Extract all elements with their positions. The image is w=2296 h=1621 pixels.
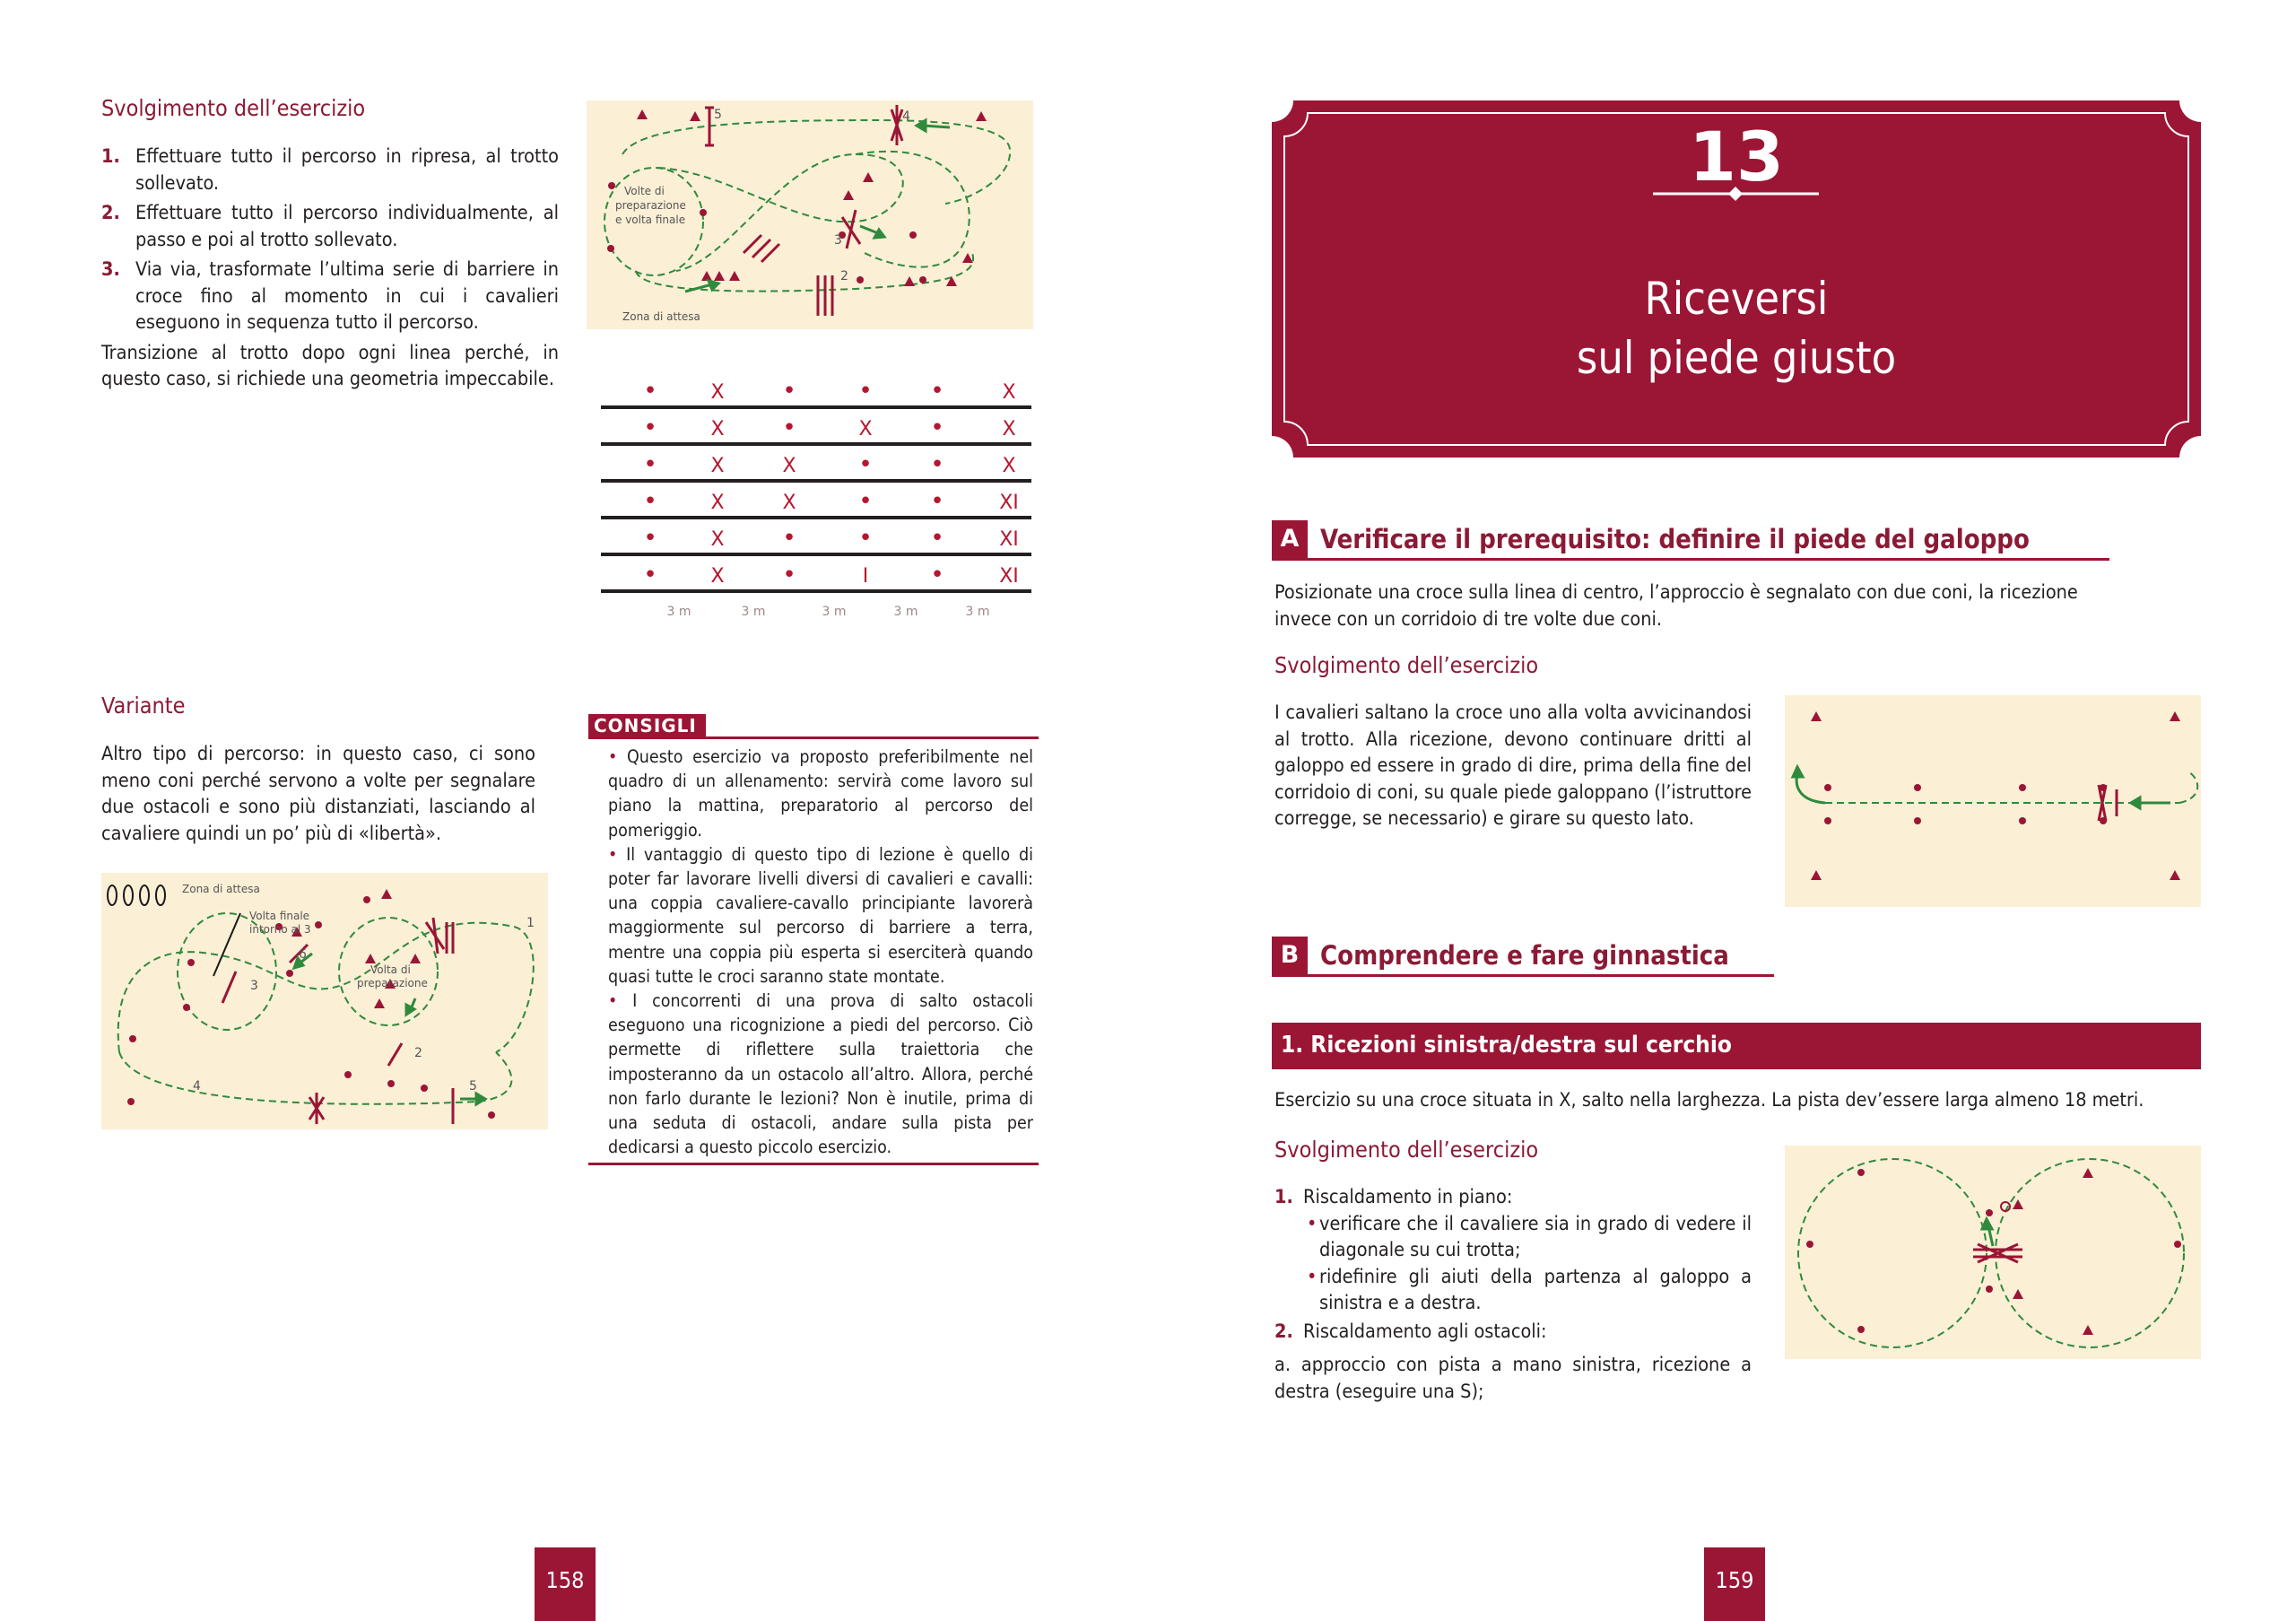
grid-cell: X	[858, 418, 873, 440]
grid-cell: XI	[999, 528, 1019, 551]
grid-cell: X	[710, 492, 725, 514]
jump-number: 3	[834, 233, 842, 248]
step-bullets	[1303, 1211, 1752, 1317]
chapter-title-line1: Riceversi	[1644, 273, 1829, 325]
grid-cell: •	[930, 378, 944, 405]
section-b-heading	[1272, 937, 1774, 976]
grid-cell: •	[858, 525, 873, 552]
grid-spacing-label: 3 m	[741, 605, 766, 619]
grid-spacing-label: 3 m	[666, 605, 691, 619]
section-a-title: Verificare il prerequisito: definire il piede del galoppo	[1320, 524, 2030, 554]
section-b-letter: B	[1272, 937, 1308, 974]
grid-cell: X	[1002, 455, 1016, 477]
jump-number: 5	[469, 1079, 477, 1094]
section-a-text: I cavalieri saltano la croce uno alla volta avvicinandosi al trotto. Alla ricezione, devono continuare dritti al galoppo ed essere in grado di dire, prima della fine del corridoio di coni, su quale piede galoppano (l’istruttore corregge, se necessario) e girare su questo lato.	[1274, 702, 1752, 830]
section-a-letter: A	[1272, 520, 1308, 558]
jump-number: 6	[299, 947, 307, 962]
bullet-item: • verificare che il cavaliere sia in grado di vedere il diagonale su cui trotta;	[1303, 1211, 1752, 1264]
grid-cell: I	[862, 565, 869, 588]
grid-cell: •	[930, 562, 944, 588]
grid-cell: •	[858, 488, 873, 515]
consigli-list	[604, 745, 1033, 1159]
section-a-subheading: Svolgimento dell’esercizio	[1274, 652, 1539, 678]
grid-cell: •	[930, 451, 944, 478]
section-b-subheading: Svolgimento dell’esercizio	[1274, 1137, 1539, 1163]
consigli-rule-bottom	[588, 1163, 1039, 1165]
grid-cell: X	[710, 418, 725, 440]
step-item: 1. Effettuare tutto il percorso in ripresa, al trotto sollevato.	[101, 145, 559, 195]
section-a-intro: Posizionate una croce sulla linea di centro, l’approccio è segnalato con due coni, la ricezione invece con un corridoio di tre volte due coni.	[1274, 581, 2078, 631]
left-section-heading: Svolgimento dell’esercizio	[101, 95, 366, 121]
barrier-grid-svg	[596, 377, 1036, 619]
grid-rule	[601, 442, 1031, 446]
section-a-heading	[1272, 520, 2109, 560]
grid-cell: X	[1002, 381, 1016, 404]
grid-rule	[601, 553, 1031, 556]
grid-cell: •	[782, 378, 796, 405]
step-item: 3. Via via, trasformate l’ultima serie di barriere in croce fino al momento in cui i cavalieri eseguono in sequenza tutto il percorso.	[101, 258, 559, 334]
consigli-rule-top	[588, 736, 1039, 739]
course-diagram-1	[587, 100, 1033, 329]
diagram-label: e volta finale	[615, 214, 686, 226]
diagram-label: Volta di	[370, 963, 411, 976]
consigli-box	[588, 714, 1039, 1170]
jump-number: 4	[193, 1079, 201, 1094]
grid-cell: •	[858, 451, 873, 478]
left-steps	[101, 144, 559, 393]
step-item: 1. Riscaldamento in piano:	[1274, 1186, 1513, 1208]
grid-cell: X	[710, 455, 725, 477]
section-b-bar-title: 1. Ricezioni sinistra/destra sul cerchio	[1281, 1032, 1732, 1059]
diagram-label: intorno al 3	[249, 923, 311, 936]
diagram-label: Volte di	[624, 185, 665, 197]
jump-number: 2	[840, 269, 848, 283]
step-item: 2. Riscaldamento agli ostacoli:	[1274, 1320, 1547, 1343]
grid-cell: •	[643, 378, 657, 405]
section-b-bar	[1272, 1023, 2201, 1069]
grid-cell: X	[1002, 418, 1016, 440]
grid-cell: X	[782, 492, 796, 514]
jump-number: 4	[902, 109, 910, 124]
consigli-item: • I concorrenti di una prova di salto ostacoli eseguono una ricognizione a piedi del percorso. Ciò permette di riflettere sulla traiettoria che imposteranno da un ostacolo all’altro. Allora, perché non farlo durante le lezioni? Non è inutile, prima di una seduta di ostacoli, andare sulla pista per dedicarsi a questo piccolo esercizio.	[608, 990, 1034, 1158]
grid-rule	[601, 405, 1031, 409]
diagram-label: preparazione	[357, 977, 428, 989]
grid-rule	[601, 589, 1031, 593]
grid-spacing-label: 3 m	[965, 605, 990, 619]
page-number-right: 159	[1704, 1547, 1765, 1621]
diagram-label: Volta finale	[249, 910, 310, 922]
jump-number: 1	[526, 916, 535, 930]
bullet-item: • ridefinire gli aiuti della partenza al galoppo a sinistra e a destra.	[1303, 1264, 1752, 1317]
section-b-rule	[1272, 974, 1774, 977]
section-a-rule	[1272, 558, 2109, 561]
grid-cell: XI	[999, 565, 1019, 588]
jump-number: 5	[714, 108, 722, 122]
grid-cell: •	[643, 451, 657, 478]
diagram-b	[1785, 1146, 2201, 1359]
grid-cell: •	[930, 525, 944, 552]
step-sub-a: a. approccio con pista a mano sinistra, ricezione a destra (eseguire una S);	[1274, 1354, 1752, 1403]
grid-cell: •	[782, 414, 796, 441]
jump-number: 3	[250, 979, 258, 993]
grid-rule	[601, 516, 1031, 519]
grid-cell: X	[710, 381, 725, 404]
consigli-title: CONSIGLI	[588, 714, 706, 737]
diagram-b-svg	[1785, 1146, 2201, 1359]
chapter-number: 13	[1689, 117, 1784, 196]
grid-cell: XI	[999, 492, 1019, 514]
grid-cell: •	[643, 525, 657, 552]
grid-cell: •	[930, 488, 944, 515]
section-b-intro: Esercizio su una croce situata in X, salto nella larghezza. La pista dev’essere larga almeno 18 metri.	[1274, 1089, 2144, 1111]
grid-cell: •	[858, 378, 873, 405]
chapter-banner	[1272, 100, 2201, 458]
grid-cell: X	[710, 528, 725, 551]
diagram-a	[1785, 695, 2201, 907]
section-b-steps	[1274, 1184, 1752, 1405]
variante-text: Altro tipo di percorso: in questo caso, ci sono meno coni perché servono a volte per segnalare due ostacoli e sono più distanziati, lasciando al cavaliere quindi un po’ più di «libertà».	[101, 743, 535, 845]
grid-cell: •	[643, 414, 657, 441]
diagram-a-svg	[1785, 695, 2201, 907]
grid-cell: •	[643, 562, 657, 588]
jump-number: 2	[414, 1046, 422, 1060]
section-b-title: Comprendere e fare ginnastica	[1320, 940, 1729, 971]
grid-cell: X	[782, 455, 796, 477]
chapter-title-line2: sul piede giusto	[1576, 332, 1897, 384]
grid-spacing-label: 3 m	[822, 605, 847, 619]
grid-cell: X	[710, 565, 725, 588]
variante-heading: Variante	[101, 693, 186, 719]
step-item: 2. Effettuare tutto il percorso individualmente, al passo e poi al trotto sollevato.	[101, 202, 559, 251]
diagram-label: preparazione	[615, 199, 686, 212]
consigli-item: • Il vantaggio di questo tipo di lezione è quello di poter far lavorare livelli diversi di cavalieri e cavalli: una coppia cavaliere-cavallo principiante lavorerà maggiormente sul percorso di barriere a terra, mentre una coppia più esperta si eserciterà quando quasi tutte le croci saranno state montate.	[608, 843, 1034, 987]
diagram-label: Zona di attesa	[622, 310, 700, 323]
course-diagram-2-svg	[101, 873, 548, 1129]
step-note: Transizione al trotto dopo ogni linea perché, in questo caso, si richiede una geometria impeccabile.	[101, 341, 559, 390]
consigli-item: • Questo esercizio va proposto preferibilmente nel quadro di un allenamento: servirà come lavoro sul piano la mattina, preparatorio al percorso del pomeriggio.	[608, 746, 1033, 841]
grid-cell: •	[782, 562, 796, 588]
grid-cell: •	[643, 488, 657, 515]
grid-cell: •	[930, 414, 944, 441]
grid-rule	[601, 479, 1031, 483]
barrier-grid	[596, 377, 1036, 619]
page-number-left: 158	[535, 1547, 596, 1621]
diagram-label: Zona di attesa	[182, 883, 260, 895]
grid-spacing-label: 3 m	[893, 605, 918, 619]
course-diagram-1-svg	[587, 100, 1033, 329]
grid-cell: •	[782, 525, 796, 552]
course-diagram-2	[101, 873, 548, 1129]
